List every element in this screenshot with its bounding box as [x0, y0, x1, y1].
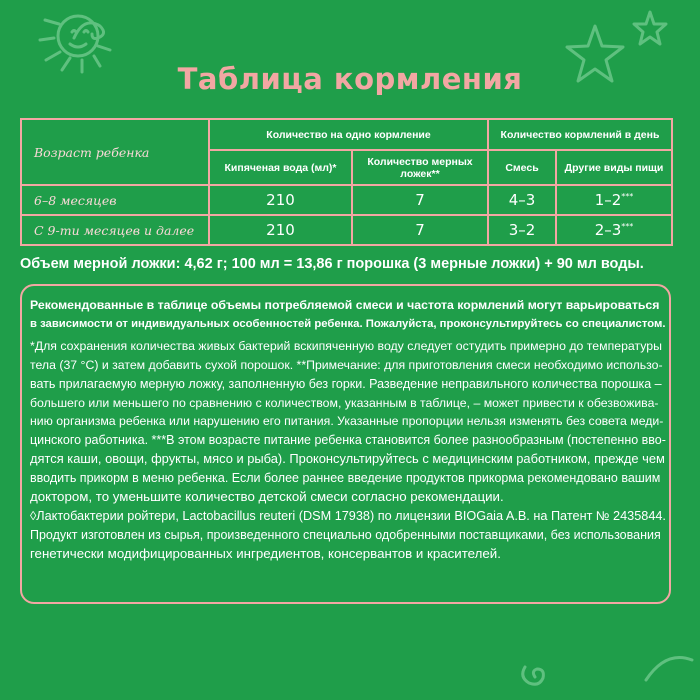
header-per-day: Количество кормлений в день — [488, 119, 672, 150]
cell-water: 210 — [209, 215, 352, 245]
note-line: вводить прикорм в меню ребенка. Если более раннее введение продуктов прикорма рекомендовано вашим — [30, 471, 661, 486]
cell-scoops: 7 — [352, 215, 488, 245]
table-row — [21, 215, 672, 245]
note-line: цинского работника. ***В этом возрасте питание ребенка становится более разнообразным (постепенно вво- — [30, 433, 666, 448]
note-line: Продукт изготовлен из сырья, произведенного специально одобренными поставщиками, без использования — [30, 527, 661, 542]
cell-other-value: 1–2 — [594, 191, 622, 209]
recommendation-line: в зависимости от индивидуальных особенностей ребенка. Пожалуйста, проконсультируйтесь со специалистом. — [30, 317, 666, 330]
header-age: Возраст ребенка — [21, 119, 209, 185]
table-row — [21, 185, 672, 215]
cell-formula: 4–3 — [488, 185, 556, 215]
note-line: вать прилагаемую мерную ложку, заполненную без горки. Разведение неправильного количества порошка – — [30, 376, 662, 391]
cell-age: С 9-ти месяцев и далее — [21, 215, 209, 245]
recommendation-line: Рекомендованные в таблице объемы потребляемой смеси и частота кормлений могут варьироваться — [30, 298, 660, 312]
star-small-doodle-icon — [630, 6, 700, 56]
feeding-table — [20, 118, 673, 246]
spiral-doodle-icon — [510, 655, 560, 695]
cell-other-food — [556, 215, 672, 245]
note-line: ◊Лактобактерии ройтери, Lactobacillus reuteri (DSM 17938) по лицензии BIOGaia A.B. на Патент № 2435844. — [30, 508, 666, 523]
cell-age: 6–8 месяцев — [21, 185, 209, 215]
header-water: Кипяченая вода (мл)* — [209, 150, 352, 185]
note-line: тела (37 °С) и затем добавить сухой порошок. **Примечание: для приготовления смеси необходимо использо- — [30, 357, 663, 372]
header-one-feeding: Количество на одно кормление — [209, 119, 488, 150]
swoosh-doodle-icon — [640, 640, 700, 690]
footnote-mark: *** — [621, 192, 634, 201]
note-line: дятся каши, овощи, фрукты, мясо и рыба). Проконсультируйтесь с медицинским работником, прежде чем — [30, 451, 665, 467]
cell-water: 210 — [209, 185, 352, 215]
footnote-mark: *** — [621, 222, 634, 231]
header-other-food: Другие виды пищи — [556, 150, 672, 185]
note-line: большего или меньшего по сравнению с количеством, указанным в таблице, – может привести к обезвожива- — [30, 395, 659, 410]
note-line: нию организма ребенка или нарушению его питания. Указанные пропорции нельзя изменять без совета меди- — [30, 414, 664, 429]
note-line: генетически модифицированных ингредиентов, консервантов и красителей. — [30, 545, 501, 561]
scoop-volume-note: Объем мерной ложки: 4,62 г; 100 мл = 13,86 г порошка (3 мерные ложки) + 90 мл воды. — [20, 256, 644, 272]
notes-text — [30, 296, 666, 564]
cell-scoops: 7 — [352, 185, 488, 215]
note-line: *Для сохранения количества живых бактерий вскипяченную воду следует остудить примерно до температуры — [30, 338, 662, 353]
header-formula: Смесь — [488, 150, 556, 185]
cell-formula: 3–2 — [488, 215, 556, 245]
cell-other-value: 2–3 — [594, 221, 622, 239]
note-line: доктором, то уменьшите количество детской смеси согласно рекомендации. — [30, 489, 504, 505]
cell-other-food — [556, 185, 672, 215]
swirl-doodle-icon — [66, 8, 126, 58]
header-scoops: Количество мерных ложек** — [352, 150, 488, 185]
page-title: Таблица кормления — [177, 62, 523, 96]
